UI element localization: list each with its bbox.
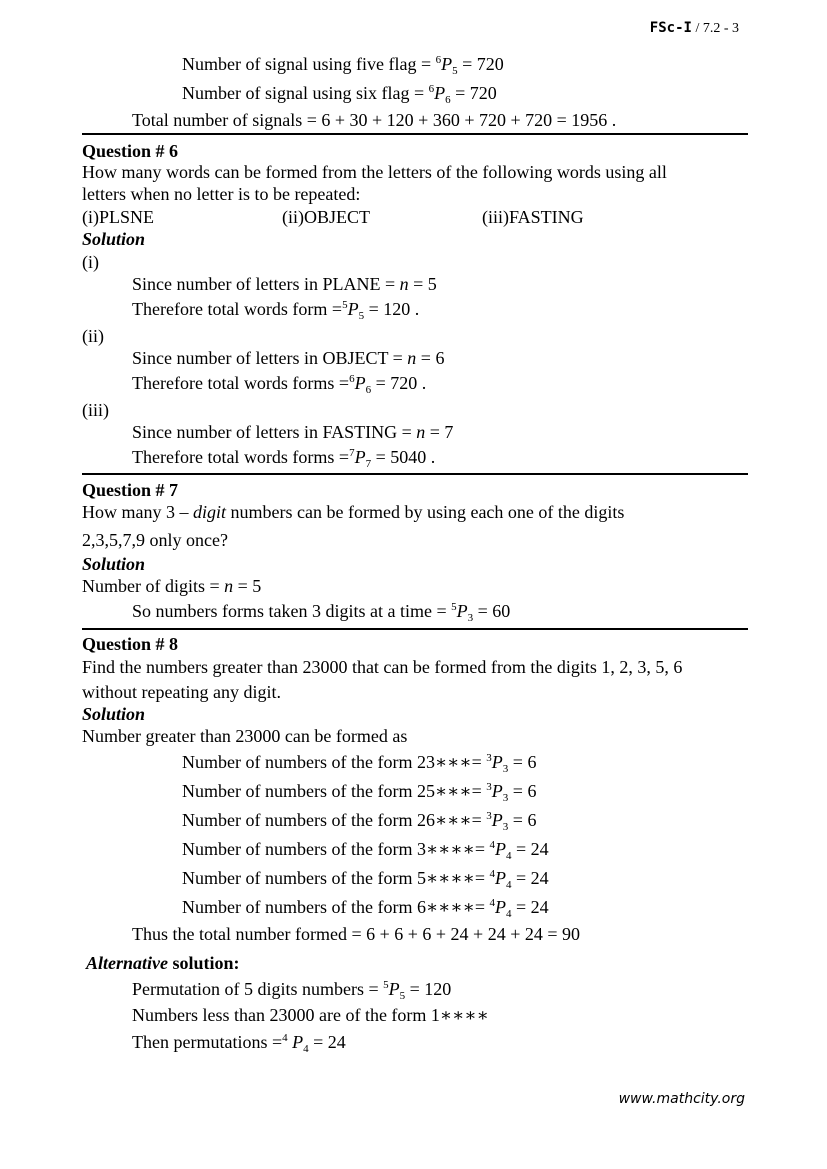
- q8-total-line: Thus the total number formed = 6 + 6 + 6 + 24 + 24 + 24 = 90: [132, 924, 581, 944]
- total-signals-line: Total number of signals = 6 + 30 + 120 + 360 + 720 + 720 = 1956 .: [132, 110, 617, 130]
- q6-solution-heading: Solution: [82, 229, 146, 249]
- q7-text-line1: How many 3 – digit numbers can be formed by using each one of the digits: [82, 502, 625, 522]
- q8-form-row: Number of numbers of the form 25∗∗∗= $^3P_3 = 6$: [182, 781, 537, 804]
- q8-form-row: Number of numbers of the form 6∗∗∗∗= $^4P_4 = 24$: [182, 897, 549, 920]
- q7-solution-heading: Solution: [82, 554, 146, 574]
- q6-p2-label: (ii): [82, 326, 104, 346]
- divider: [82, 133, 748, 135]
- q6-part-1: (i)PLSNE: [82, 207, 154, 227]
- q6-part-2: (ii)OBJECT: [282, 207, 370, 227]
- q6-text-line2: letters when no letter is to be repeated:: [82, 184, 361, 204]
- page-header: [650, 20, 739, 37]
- q8-form-row: Number of numbers of the form 3∗∗∗∗= $^4P_4 = 24$: [182, 839, 549, 862]
- header-series: FSc-I: [649, 20, 692, 36]
- q6-text-line1: How many words can be formed from the letters of the following words using all: [82, 162, 667, 182]
- q6-p3-therefore: Therefore total words forms $=^7P_7 = 5040$ .: [132, 447, 436, 470]
- q8-solution-heading: Solution: [82, 704, 146, 724]
- q6-p1-since: Since number of letters in PLANE = n = 5: [132, 274, 437, 294]
- q6-part-3: (iii)FASTING: [482, 207, 584, 227]
- q8-alt-less: Numbers less than 23000 are of the form 1∗∗∗∗: [132, 1005, 489, 1025]
- q8-form-row: Number of numbers of the form 26∗∗∗= $^3P_3 = 6$: [182, 810, 537, 833]
- q8-text-line2: without repeating any digit.: [82, 682, 281, 702]
- q7-digits-line: Number of digits = n = 5: [82, 576, 262, 596]
- q6-p3-label: (iii): [82, 400, 109, 420]
- footer-site: www.mathcity.org: [618, 1091, 745, 1107]
- divider: [82, 473, 748, 475]
- q8-alternative-heading: Alternative solution:: [86, 953, 240, 973]
- q8-intro: Number greater than 23000 can be formed as: [82, 726, 408, 746]
- q6-p2-therefore: Therefore total words forms $=^6P_6 = 720$ .: [132, 373, 427, 396]
- question-7-title: Question # 7: [82, 480, 179, 500]
- q8-form-row: Number of numbers of the form 23∗∗∗= $^3P_3 = 6$: [182, 752, 537, 775]
- q6-p1-therefore: Therefore total words form $=^5P_5 = 120$ .: [132, 299, 420, 322]
- q8-form-row: Number of numbers of the form 5∗∗∗∗= $^4P_4 = 24$: [182, 868, 549, 891]
- q8-alt-permutation: Permutation of 5 digits numbers = $^5P_5 = 120$: [132, 979, 452, 1002]
- header-section: 7.2 - 3: [702, 21, 739, 36]
- divider: [82, 628, 748, 630]
- question-8-title: Question # 8: [82, 634, 179, 654]
- five-flag-line: Number of signal using five flag = $^6P_5 = 720$: [182, 54, 504, 77]
- q6-p3-since: Since number of letters in FASTING = n = 7: [132, 422, 454, 442]
- six-flag-line: Number of signal using six flag = $^6P_6 = 720$: [182, 83, 497, 106]
- q7-text-line2: 2,3,5,7,9 only once?: [82, 530, 228, 550]
- header-separator: /: [691, 21, 703, 36]
- q7-result-line: So numbers forms taken 3 digits at a time = $^5P_3 = 60$: [132, 601, 511, 624]
- q6-p1-label: (i): [82, 252, 99, 272]
- question-6-title: Question # 6: [82, 141, 179, 161]
- q6-p2-since: Since number of letters in OBJECT = n = 6: [132, 348, 445, 368]
- q8-text-line1: Find the numbers greater than 23000 that can be formed from the digits 1, 2, 3, 5, 6: [82, 657, 683, 677]
- q8-alt-then: Then permutations =$^4$ $P_4 = 24$: [132, 1032, 346, 1055]
